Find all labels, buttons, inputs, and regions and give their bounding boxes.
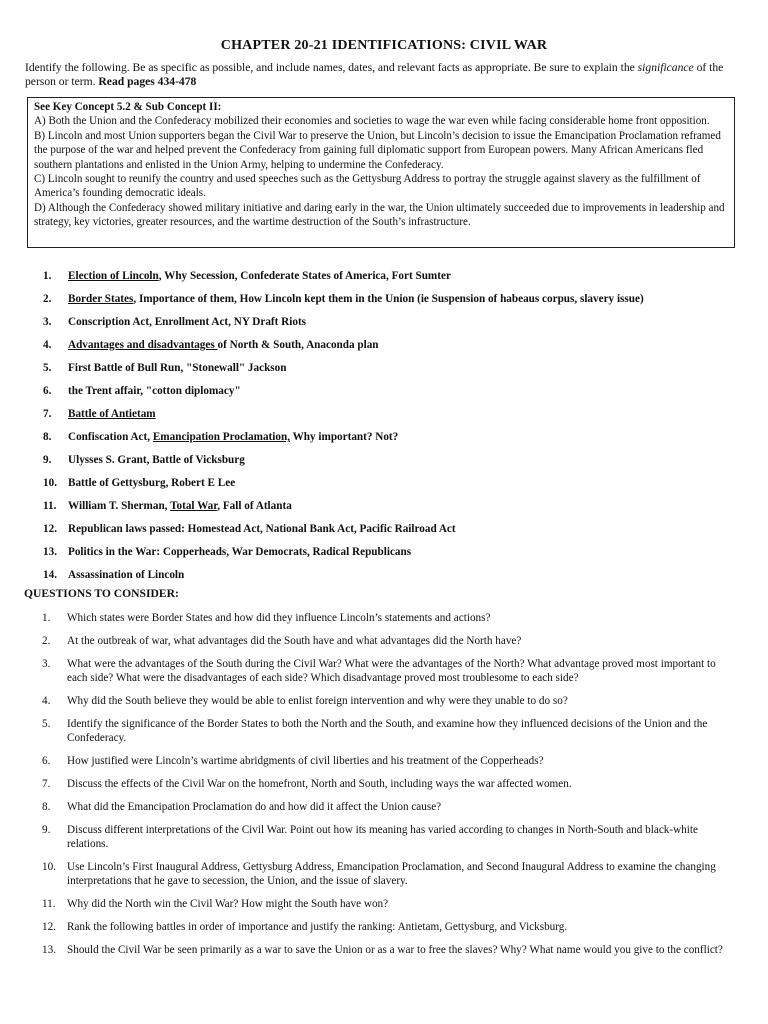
identification-item <box>43 500 743 523</box>
question-text: Why did the South believe they would be able to enlist foreign intervention and why were they unable to do so? <box>67 695 568 707</box>
question-item <box>42 717 732 745</box>
key-concept-item-c: C) Lincoln sought to reunify the country and used speeches such as the Gettysburg Address to portray the struggle against slavery as the fulfillment of America’s founding democratic ideals. <box>34 173 701 200</box>
question-number: 4. <box>42 695 51 707</box>
identification-text <box>68 270 451 282</box>
question-item <box>42 860 732 888</box>
identification-item <box>43 293 743 316</box>
identification-text <box>68 431 398 443</box>
underlined-term: Battle of Antietam <box>68 408 156 420</box>
question-text: Should the Civil War be seen primarily as a war to save the Union or as a war to free the slaves? Why? What name would you give to the conflict? <box>67 944 723 956</box>
identification-text <box>68 546 411 558</box>
identification-text <box>68 477 235 489</box>
key-concept-item-b: B) Lincoln and most Union supporters began the Civil War to preserve the Union, but Lincoln’s decision to issue the Emancipation Proclamation reframed the purpose of the war and helped prevent the Confederacy from gaining full diplomatic support from European powers. Many African Americans fled southern plantations and enlisted in the Union Army, helping to undermine the Confederacy. <box>34 129 721 171</box>
question-item <box>42 634 732 648</box>
identification-item <box>43 339 743 362</box>
question-text: At the outbreak of war, what advantages did the South have and what advantages did the North have? <box>67 635 522 647</box>
question-text: How justified were Lincoln’s wartime abridgments of civil liberties and his treatment of the Copperheads? <box>67 755 544 767</box>
term-text: , Why Secession, Confederate States of America, Fort Sumter <box>158 270 451 282</box>
question-text: Discuss different interpretations of the Civil War. Point out how its meaning has varied according to changes in North-South and black-white relations. <box>67 824 698 850</box>
item-number: 10. <box>43 477 57 489</box>
identification-text <box>68 316 306 328</box>
question-number: 9. <box>42 824 51 836</box>
question-item <box>42 943 732 957</box>
term-text: First Battle of Bull Run, "Stonewall" Jackson <box>68 362 287 374</box>
term-text: Ulysses S. Grant, Battle of Vicksburg <box>68 454 245 466</box>
identification-text <box>68 385 241 397</box>
term-text: Conscription Act, Enrollment Act, NY Draft Riots <box>68 316 307 328</box>
identification-item <box>43 477 743 500</box>
reading-assignment: Read pages 434-478 <box>98 75 197 88</box>
term-text: the Trent affair, "cotton diplomacy" <box>68 385 241 397</box>
term-text: , Importance of them, How Lincoln kept them in the Union (ie Suspension of habeaus corpus, slavery issue) <box>133 293 644 305</box>
item-number: 4. <box>43 339 52 351</box>
question-number: 5. <box>42 718 51 730</box>
term-text: , Fall of Atlanta <box>217 500 292 512</box>
identification-item <box>43 431 743 454</box>
underlined-term: Election of Lincoln <box>68 270 159 282</box>
questions-list <box>42 611 732 966</box>
question-text: Identify the significance of the Border States to both the North and the South, and examine how they influenced decisions of the Union and the Confederacy. <box>67 718 708 744</box>
instructions-text-1: Identify the following. Be as specific as possible, and include names, dates, and relevant facts as appropriate. Be sure to explain the <box>25 61 638 74</box>
identification-item <box>43 362 743 385</box>
identification-text <box>68 293 644 305</box>
key-concept-item-d: D) Although the Confederacy showed military initiative and daring early in the war, the Union ultimately succeeded due to improvements in leadership and strategy, key victories, greater resources, and the wartime destruction of the South’s infrastructure. <box>34 201 725 229</box>
question-text: Rank the following battles in order of importance and justify the ranking: Antietam, Gettysburg, and Vicksburg. <box>67 921 568 933</box>
item-number: 6. <box>43 385 52 397</box>
item-number: 8. <box>43 431 52 443</box>
item-number: 12. <box>43 523 57 535</box>
key-concept-box <box>27 97 735 248</box>
question-item <box>42 694 732 708</box>
item-number: 3. <box>43 316 52 328</box>
identification-item <box>43 316 743 339</box>
question-number: 12. <box>42 921 56 933</box>
term-text: Confiscation Act, <box>68 431 153 443</box>
question-text: Why did the North win the Civil War? How might the South have won? <box>67 898 389 910</box>
underlined-term: Emancipation Proclamation, <box>152 431 290 443</box>
term-text: Republican laws passed: Homestead Act, National Bank Act, Pacific Railroad Act <box>68 523 456 535</box>
term-text: Politics in the War: Copperheads, War Democrats, Radical Republicans <box>68 546 412 558</box>
underlined-term: Advantages and disadvantages <box>68 339 218 351</box>
identification-item <box>43 523 743 546</box>
item-number: 14. <box>43 569 57 581</box>
question-item <box>42 777 732 791</box>
question-number: 11. <box>42 898 56 910</box>
question-item <box>42 657 732 685</box>
instructions-text-2: of the person or term. <box>25 61 724 88</box>
term-text: Battle of Gettysburg, Robert E Lee <box>68 477 236 489</box>
item-number: 9. <box>43 454 52 466</box>
identification-text <box>68 569 184 581</box>
question-item <box>42 823 732 851</box>
question-text: Which states were Border States and how did they influence Lincoln’s statements and actions? <box>67 612 491 624</box>
question-item <box>42 800 732 814</box>
item-number: 7. <box>43 408 52 420</box>
identifications-list <box>43 270 743 592</box>
question-text: Use Lincoln’s First Inaugural Address, Gettysburg Address, Emancipation Proclamation, and Second Inaugural Address to examine the changing interpretations that he gave to secession, the Union, and the issue of slavery. <box>67 861 716 887</box>
identification-item <box>43 454 743 477</box>
term-text: of North & South, Anaconda plan <box>217 339 379 351</box>
identification-item <box>43 408 743 431</box>
question-number: 7. <box>42 778 51 790</box>
key-concept-item-a: A) Both the Union and the Confederacy mobilized their economies and societies to wage the war even while facing considerable home front opposition. <box>34 115 710 128</box>
question-item <box>42 611 732 625</box>
underlined-term: Border States <box>68 293 134 305</box>
question-text: What did the Emancipation Proclamation do and how did it affect the Union cause? <box>67 801 442 813</box>
question-number: 13. <box>42 944 56 956</box>
instructions-emphasis: significance <box>637 61 694 74</box>
question-text: Discuss the effects of the Civil War on the homefront, North and South, including ways the war affected women. <box>67 778 572 790</box>
question-item <box>42 897 732 911</box>
identification-text <box>68 523 456 535</box>
question-number: 1. <box>42 612 51 624</box>
question-text: What were the advantages of the South during the Civil War? What were the advantages of the North? What advantage proved most important to each side? What were the disadvantages of each side? Which disadvantage proved most troublesome to each side? <box>67 658 716 684</box>
term-text: William T. Sherman, <box>68 500 171 512</box>
question-number: 10. <box>42 861 56 873</box>
question-number: 3. <box>42 658 51 670</box>
term-text: Assassination of Lincoln <box>68 569 185 581</box>
identification-text <box>68 500 292 512</box>
item-number: 1. <box>43 270 52 282</box>
item-number: 5. <box>43 362 52 374</box>
identification-text <box>68 408 156 420</box>
underlined-term: Total War <box>170 500 218 512</box>
term-text: Why important? Not? <box>290 431 399 443</box>
page-title: CHAPTER 20-21 IDENTIFICATIONS: CIVIL WAR <box>220 38 548 53</box>
identification-text <box>68 454 245 466</box>
question-number: 2. <box>42 635 51 647</box>
identification-item <box>43 270 743 293</box>
questions-heading: QUESTIONS TO CONSIDER: <box>24 587 179 600</box>
question-number: 6. <box>42 755 51 767</box>
question-item <box>42 754 732 768</box>
key-concept-title: See Key Concept 5.2 & Sub Concept II: <box>34 101 222 113</box>
instructions-paragraph <box>25 61 725 89</box>
identification-text <box>68 339 379 351</box>
item-number: 13. <box>43 546 57 558</box>
identification-text <box>68 362 286 374</box>
identification-item <box>43 385 743 408</box>
item-number: 2. <box>43 293 52 305</box>
item-number: 11. <box>43 500 57 512</box>
question-number: 8. <box>42 801 51 813</box>
identification-item <box>43 546 743 569</box>
question-item <box>42 920 732 934</box>
